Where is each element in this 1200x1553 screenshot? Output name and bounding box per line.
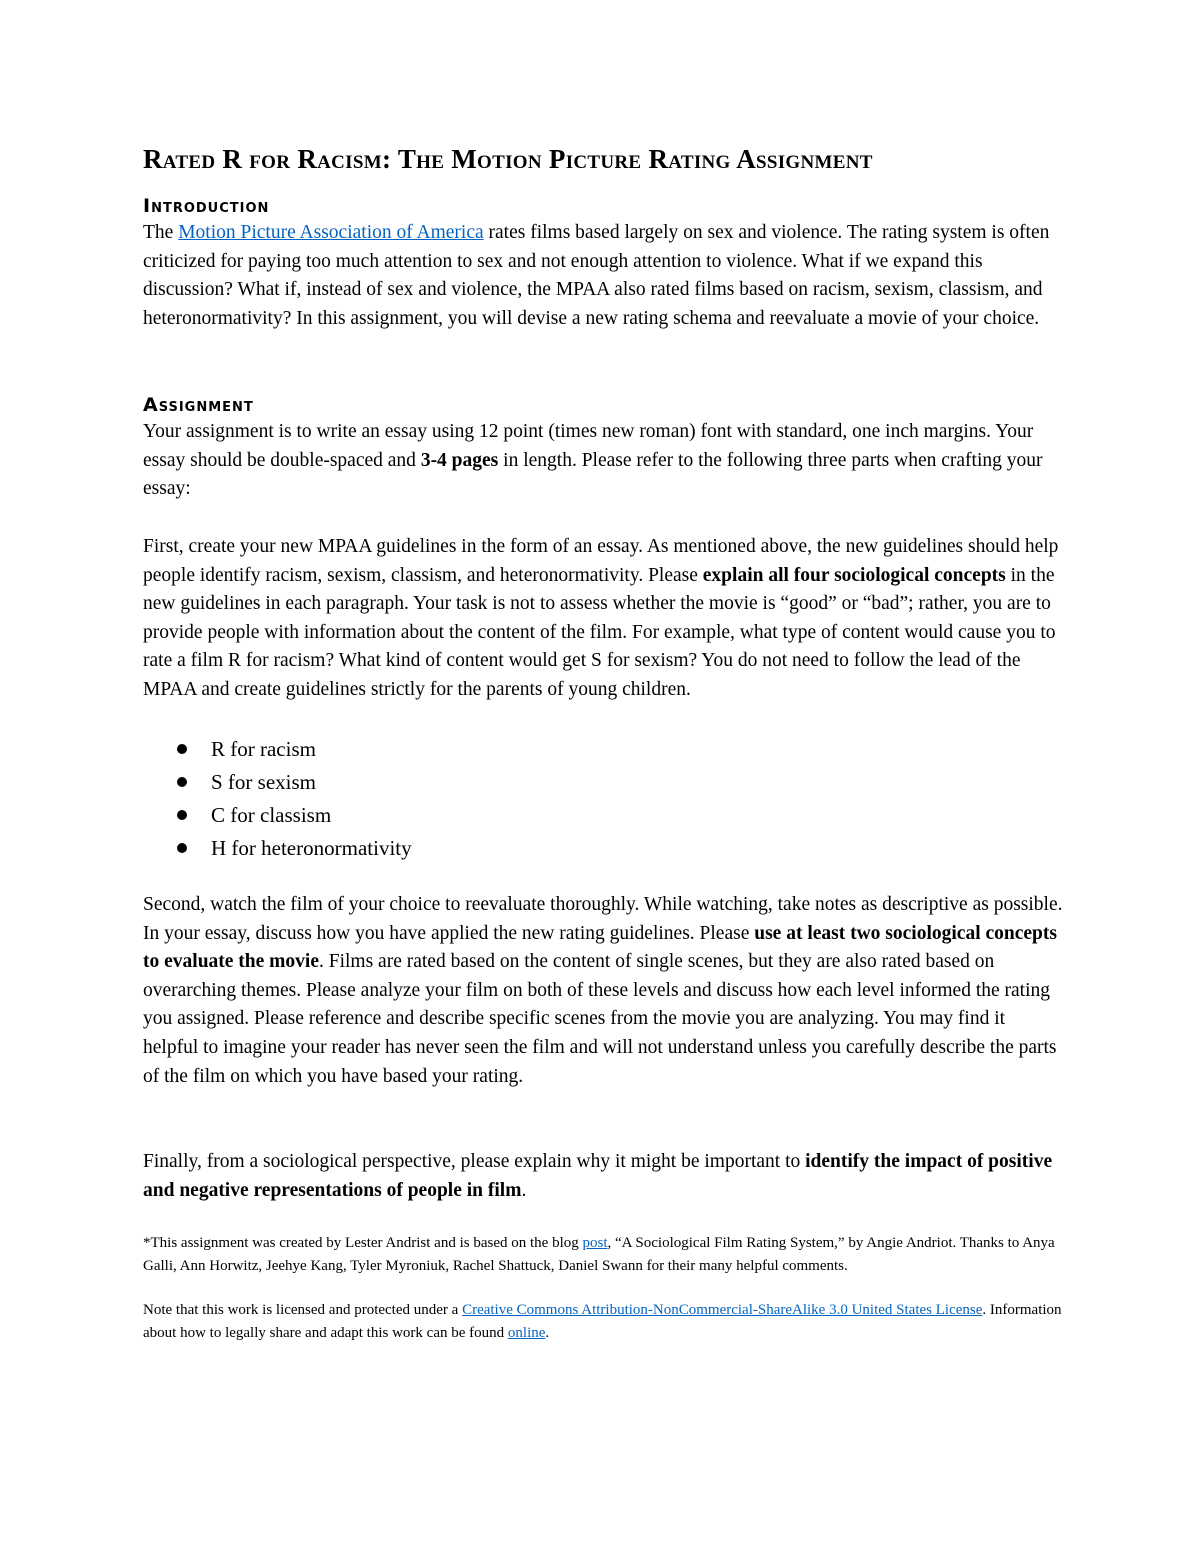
bullet-icon xyxy=(177,810,187,820)
intro-text-pre: The xyxy=(143,222,179,243)
rating-list xyxy=(143,733,743,865)
p4-text-a: Finally, from a sociological perspective, please explain why it might be important to xyxy=(143,1151,806,1172)
list-item-label: R for racism xyxy=(211,737,316,761)
bullet-icon xyxy=(177,744,187,754)
p1-text-a: Your assignment is to write an essay using 12 point (times new roman) font with standard, one inch margins. Your essay should be double-spaced and xyxy=(143,421,1034,471)
p4-text-b: . xyxy=(521,1179,527,1201)
document-title: Rated R for Racism: The Motion Picture Rating Assignment xyxy=(143,144,873,174)
online-link[interactable]: online xyxy=(507,1324,546,1341)
bullet-icon xyxy=(177,843,187,853)
assignment-paragraph-3 xyxy=(143,891,1063,1091)
intro-text-post: rates films based largely on sex and violence. The rating system is often criticized for paying too much attention to sex and not enough attention to violence. What if we expand this discussion? What if, instead of sex and violence, the MPAA also rated films based on racism, sexism, classism, and heteronormativity? In this assignment, you will devise a new rating schema and reevaluate a movie of your choice. xyxy=(143,222,1050,329)
p4-bold: identify the impact of positive and negative representations of people in film xyxy=(143,1151,1053,1201)
intro-heading: Introduction xyxy=(143,195,270,217)
p2-text-b: in the new guidelines in each paragraph. Your task is not to assess whether the movie is “good” or “bad”; rather, you are to provide people with information about the content of the film. For example, what type of content would cause you to rate a film R for racism? What kind of content would get S for sexism? You do not need to follow the lead of the MPAA and create guidelines strictly for the parents of young children. xyxy=(143,564,1056,700)
list-item-label: C for classism xyxy=(211,803,332,827)
p2-bold: explain all four sociological concepts xyxy=(702,564,1006,586)
intro-paragraph xyxy=(143,219,1063,333)
assignment-heading: Assignment xyxy=(143,394,254,416)
blog-post-link[interactable]: post xyxy=(582,1235,608,1251)
p2-text-a: First, create your new MPAA guidelines in the form of an essay. As mentioned above, the new guidelines should help people identify racism, sexism, classism, and heteronormativity. Please xyxy=(143,536,1059,586)
footnote-text-a: *This assignment was created by Lester Andrist and is based on the blog xyxy=(143,1235,583,1251)
license-text-a: Note that this work is licensed and protected under a xyxy=(143,1302,463,1318)
assignment-paragraph-1 xyxy=(143,418,1063,504)
list-item xyxy=(143,733,743,766)
license-link[interactable]: Creative Commons Attribution-NonCommercial-ShareAlike 3.0 United States License xyxy=(462,1302,983,1318)
license-text-c: . xyxy=(545,1324,550,1341)
assignment-paragraph-2 xyxy=(143,533,1063,705)
list-item-label: H for heteronormativity xyxy=(211,836,412,860)
list-item xyxy=(143,799,743,832)
footnote-text-b: , “A Sociological Film Rating System,” by Angie Andriot. Thanks to Anya Galli, Ann Horwitz, Jeehye Kang, Tyler Myroniuk, Rachel Shattuck, Daniel Swann for their many helpful comments. xyxy=(143,1235,1055,1274)
list-item-label: S for sexism xyxy=(211,770,316,794)
bullet-icon xyxy=(177,777,187,787)
license-text-b: . Information about how to legally share and adapt this work can be found xyxy=(143,1302,1062,1341)
mpaa-link[interactable]: Motion Picture Association of America xyxy=(178,222,484,243)
p1-text-b: in length. Please refer to the following three parts when crafting your essay: xyxy=(143,449,1043,500)
p3-bold: use at least two sociological concepts to evaluate the movie xyxy=(143,922,1057,973)
p3-text-b: . Films are rated based on the content of single scenes, but they are also rated based on overarching themes. Please analyze your film on both of these levels and discuss how each level informed the rating you assigned. Please reference and describe specific scenes from the movie you are analyzing. You may find it helpful to imagine your reader has never seen the film and will not understand unless you carefully describe the parts of the film on which you have based your rating. xyxy=(143,951,1057,1087)
p3-text-a: Second, watch the film of your choice to reevaluate thoroughly. While watching, take notes as descriptive as possible. In your essay, discuss how you have applied the new rating guidelines. Please xyxy=(143,894,1063,944)
list-item xyxy=(143,832,743,865)
list-item xyxy=(143,766,743,799)
footnote xyxy=(143,1232,1063,1277)
p1-bold: 3-4 pages xyxy=(420,449,499,471)
assignment-paragraph-4 xyxy=(143,1148,1063,1205)
license-note xyxy=(143,1299,1063,1344)
